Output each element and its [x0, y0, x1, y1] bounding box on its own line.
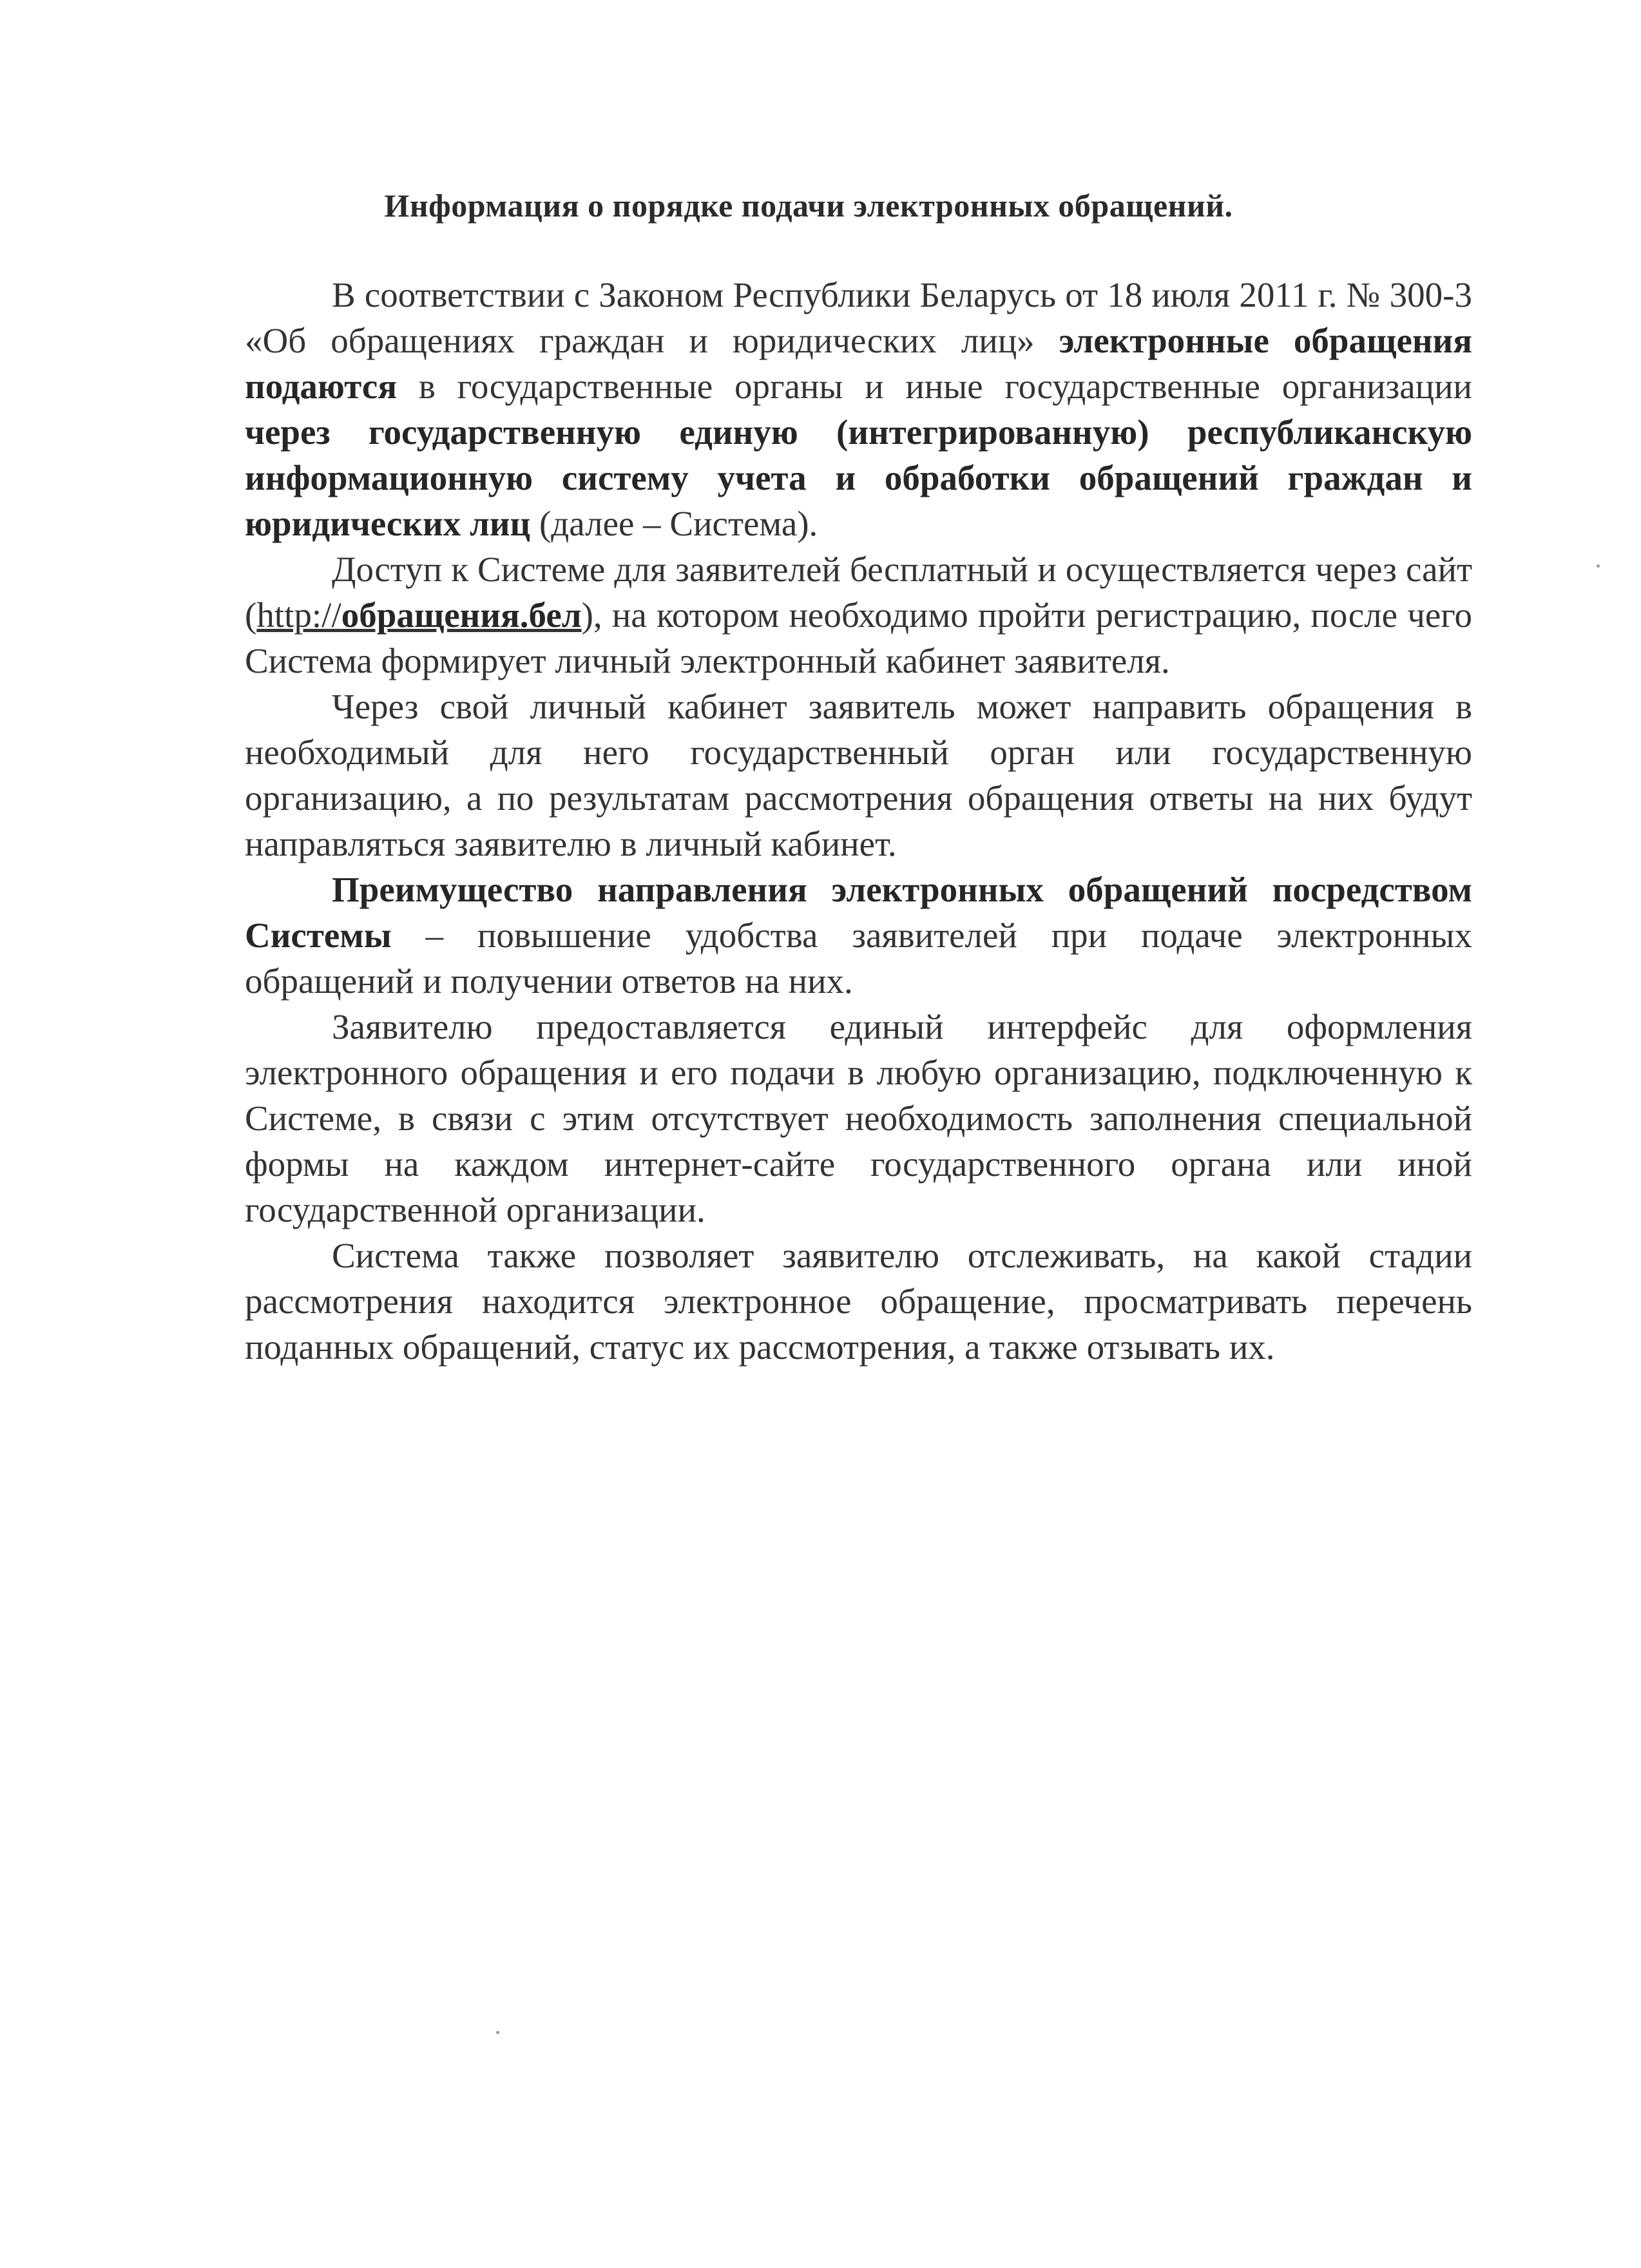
- emphasis-text: Преимущество направления электронных обращений посредством Системы: [245, 870, 1472, 955]
- scan-speck: [496, 2031, 499, 2034]
- paragraph-personal-cabinet: Через свой личный кабинет заявитель может направить обращения в необходимый для него государственный орган или государственную организацию, а по результатам рассмотрения обращения ответы на них будут направляться заявителю в личный кабинет.: [245, 687, 1472, 863]
- paragraph-interface: Заявителю предоставляется единый интерфейс для оформления электронного обращения и его подачи в любую организацию, подключенную к Системе, в связи с этим отсутствует необходимость заполнения специальной формы на каждом интернет-сайте государственного органа или иной государственной организации.: [245, 1007, 1472, 1229]
- paragraph-tracking: Система также позволяет заявителю отслеживать, на какой стадии рассмотрения находится электронное обращение, просматривать перечень поданных обращений, статус их рассмотрения, а также отзывать их.: [245, 1236, 1472, 1367]
- paragraph-text: (далее – Система).: [530, 504, 818, 543]
- paragraph-advantage: [245, 867, 1472, 1004]
- document-title: Информация о порядке подачи электронных обращений.: [384, 187, 1233, 224]
- scan-speck: [1597, 564, 1600, 568]
- document-body: [245, 272, 1472, 1370]
- paragraph-text: В соответствии с Законом Республики Беларусь от 18 июля 2011 г. № 300-3 «Об обращениях граждан и юридических лиц»: [245, 275, 1472, 360]
- paragraph-text: в государственные органы и иные государственные организации: [397, 367, 1472, 406]
- paragraph-text: Доступ к Системе для заявителей бесплатный и осуществляется через сайт (: [245, 550, 1472, 635]
- paragraph-access: [245, 546, 1472, 684]
- emphasis-text: электронные обращения подаются: [245, 321, 1472, 406]
- paragraph-text: ), на котором необходимо пройти регистрацию, после чего Система формирует личный электронный кабинет заявителя.: [245, 595, 1472, 680]
- paragraph-law-reference: [245, 272, 1472, 546]
- site-link-domain: обращения.бел: [341, 595, 582, 635]
- emphasis-text: через государственную единую (интегрированную) республиканскую информационную систему учета и обработки обращений граждан и юридических лиц: [245, 412, 1472, 543]
- site-link-prefix: http://: [256, 595, 341, 635]
- site-link[interactable]: [256, 595, 581, 635]
- paragraph-text: – повышение удобства заявителей при подаче электронных обращений и получении ответов на них.: [245, 916, 1472, 1001]
